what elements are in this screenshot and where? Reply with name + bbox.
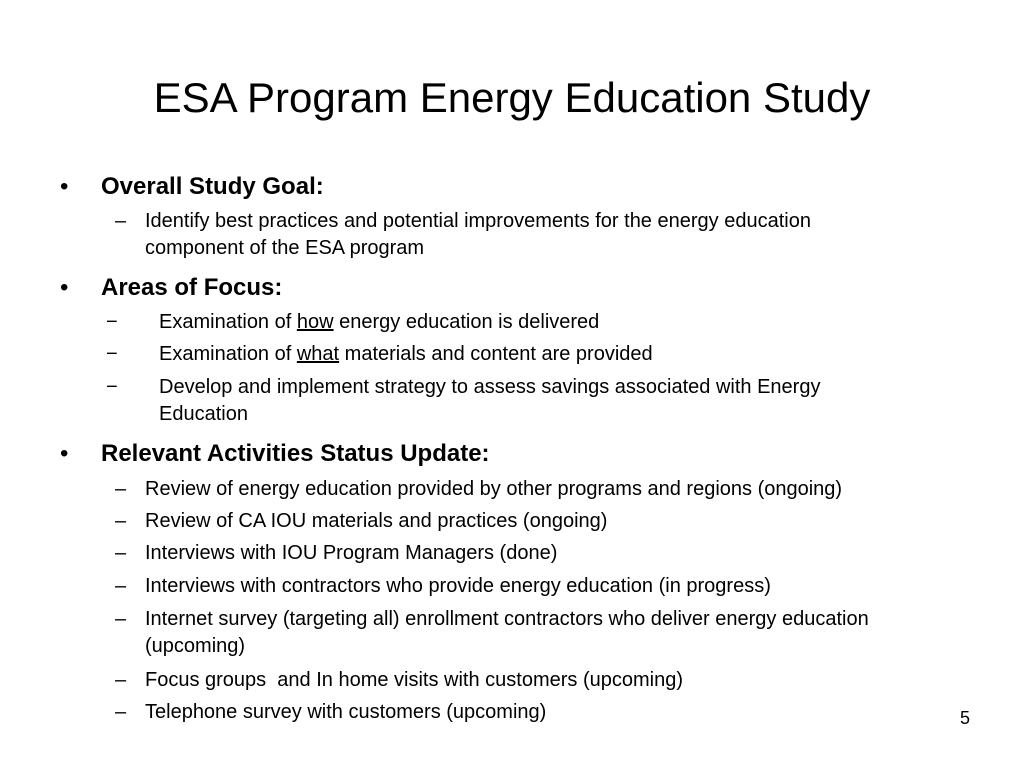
- sub-bullet-text: Review of energy education provided by other programs and regions (ongoing): [145, 478, 843, 500]
- page-number: 5: [959, 708, 970, 728]
- section-heading: Relevant Activities Status Update:: [101, 440, 490, 467]
- sub-bullet-text: Telephone survey with customers (upcoming): [145, 701, 547, 723]
- minus-marker: −: [106, 311, 118, 333]
- bullet-marker: •: [60, 274, 69, 301]
- dash-marker: –: [115, 669, 127, 691]
- underlined-word: how: [296, 311, 334, 333]
- sub-bullet-text: Interviews with IOU Program Managers (done): [145, 542, 558, 564]
- sub-bullet-text: Focus groups and In home visits with customers (upcoming): [145, 669, 683, 691]
- sub-bullet-text: Interviews with contractors who provide energy education (in progress): [145, 575, 771, 597]
- sub-bullet-text: energy education is delivered: [333, 311, 600, 333]
- minus-marker: −: [106, 376, 118, 398]
- bullet-marker: •: [60, 173, 69, 200]
- slide-title: ESA Program Energy Education Study: [153, 74, 871, 121]
- sub-bullet-text: (upcoming): [145, 635, 246, 657]
- bullet-marker: •: [60, 440, 69, 467]
- sub-bullet-text: Internet survey (targeting all) enrollment contractors who deliver energy education: [145, 608, 869, 630]
- dash-marker: –: [115, 542, 127, 564]
- dash-marker: –: [115, 608, 127, 630]
- dash-marker: –: [115, 210, 127, 232]
- dash-marker: –: [115, 575, 127, 597]
- sub-bullet-text: Identify best practices and potential improvements for the energy education: [145, 210, 811, 232]
- sub-bullet-text: Develop and implement strategy to assess savings associated with Energy: [159, 376, 821, 398]
- underlined-word: what: [296, 343, 340, 365]
- sub-bullet-text: Examination of: [159, 343, 297, 365]
- sub-bullet-text: materials and content are provided: [339, 343, 653, 365]
- dash-marker: –: [115, 510, 127, 532]
- sub-bullet-text: Review of CA IOU materials and practices (ongoing): [145, 510, 608, 532]
- sub-bullet-text: component of the ESA program: [145, 237, 425, 259]
- sub-bullet-text: Education: [159, 403, 248, 425]
- minus-marker: −: [106, 343, 118, 365]
- sub-bullet-text: Examination of: [159, 311, 297, 333]
- dash-marker: –: [115, 478, 127, 500]
- section-heading: Overall Study Goal:: [101, 173, 324, 200]
- section-heading: Areas of Focus:: [101, 274, 283, 301]
- dash-marker: –: [115, 701, 127, 723]
